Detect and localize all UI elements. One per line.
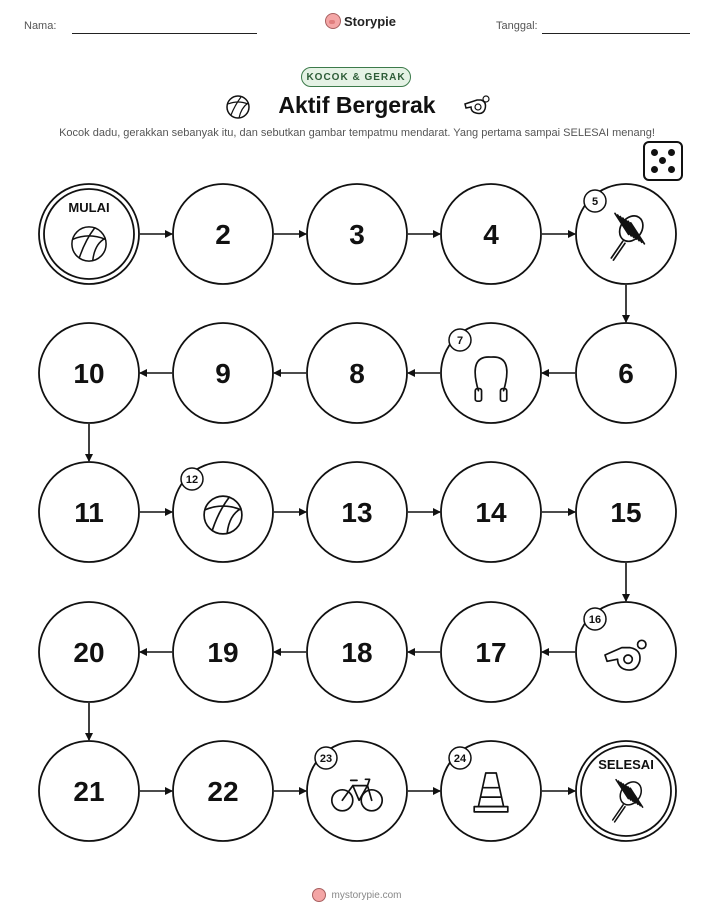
board-space-9 (173, 323, 273, 423)
space-number: 17 (475, 637, 507, 668)
board-space-23 (307, 741, 407, 841)
pig-logo-icon (312, 888, 326, 902)
board-space-8 (307, 323, 407, 423)
board-space-10 (39, 323, 139, 423)
board-space-24 (441, 741, 541, 841)
board-space-14 (441, 462, 541, 562)
space-number: 4 (483, 219, 499, 250)
space-circle (39, 184, 139, 284)
space-number: 2 (215, 219, 231, 250)
space-number: 7 (456, 335, 464, 347)
space-number: 10 (73, 358, 105, 389)
board-space-1 (39, 184, 139, 284)
instructions: Kocok dadu, gerakkan sebanyak itu, dan sebutkan gambar tempatmu mendarat. Yang pertama sampai SELESAI menang! (59, 127, 655, 139)
space-number: 19 (207, 637, 239, 668)
board-space-16 (576, 602, 676, 702)
board-space-18 (307, 602, 407, 702)
space-number: 6 (618, 358, 634, 389)
space-number: 23 (319, 753, 333, 765)
board-space-4 (441, 184, 541, 284)
board-space-5 (576, 184, 676, 284)
space-number: 5 (591, 196, 599, 208)
footer-url: mystorypie.com (331, 889, 402, 901)
space-number: 18 (341, 637, 373, 668)
space-number: 21 (73, 776, 105, 807)
space-number: 22 (207, 776, 239, 807)
space-number: 3 (349, 219, 365, 250)
date-label: Tanggal: (496, 20, 538, 32)
board-space-3 (307, 184, 407, 284)
space-number: 13 (341, 497, 373, 528)
space-number: 14 (475, 497, 507, 528)
space-number: 12 (185, 474, 199, 486)
brand-name: Storypie (344, 13, 397, 29)
page-title: Aktif Bergerak (278, 92, 436, 118)
space-number: 11 (74, 497, 104, 528)
space-number: 15 (610, 497, 642, 528)
space-number: 20 (73, 637, 105, 668)
board-space-2 (173, 184, 273, 284)
footer (0, 888, 714, 902)
board-space-17 (441, 602, 541, 702)
board-space-12 (173, 462, 273, 562)
board-space-20 (39, 602, 139, 702)
name-label: Nama: (24, 20, 57, 32)
space-number: 9 (215, 358, 231, 389)
board-space-25 (576, 741, 676, 841)
space-number: 16 (588, 614, 602, 626)
board-space-7 (441, 323, 541, 423)
board-space-22 (173, 741, 273, 841)
board-space-11 (39, 462, 139, 562)
board-space-21 (39, 741, 139, 841)
space-number: 8 (349, 358, 365, 389)
board-space-15 (576, 462, 676, 562)
space-number: 24 (453, 753, 467, 765)
board-space-13 (307, 462, 407, 562)
finish-label: SELESAI (598, 757, 654, 772)
board-space-6 (576, 323, 676, 423)
start-label: MULAI (68, 200, 110, 215)
category-badge: KOCOK & GERAK (301, 67, 411, 87)
board-space-19 (173, 602, 273, 702)
